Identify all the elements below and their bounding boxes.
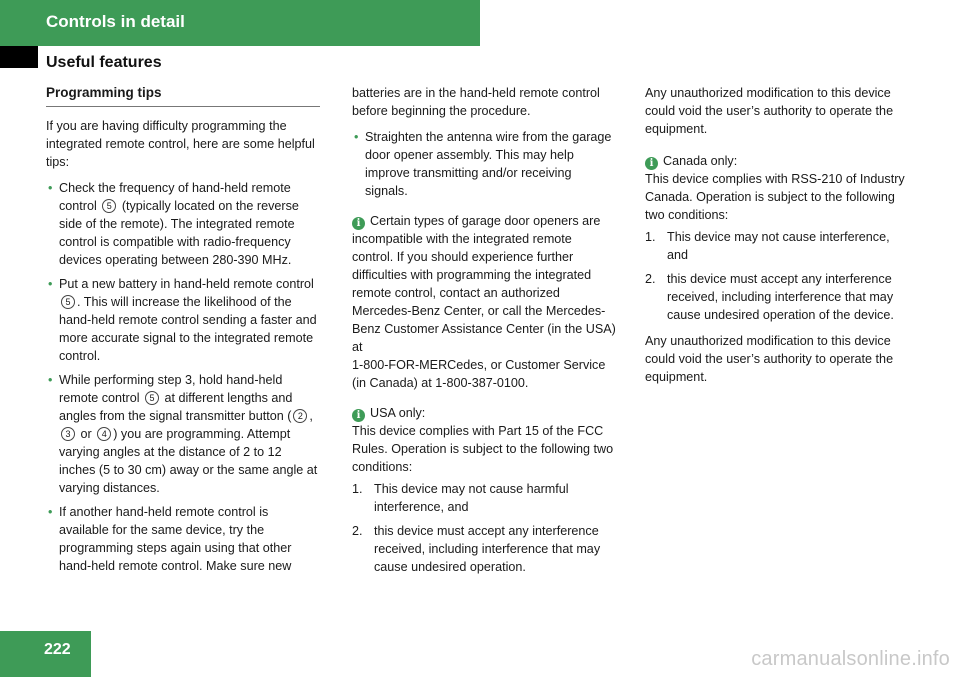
list-number: 2. — [352, 524, 363, 538]
list-text: this device must accept any interference received, including interference that may cause undesired operation. — [374, 524, 601, 574]
list-number: 2. — [645, 272, 656, 286]
tip-text: , — [309, 409, 313, 423]
modification-warning: Any unauthorized modification to this device could void the user’s authority to operate the equipment. — [645, 334, 894, 384]
tip-bullet-angles — [46, 371, 320, 497]
conditions-list — [645, 228, 913, 324]
column-3 — [645, 84, 913, 394]
list-item — [645, 228, 913, 264]
info-icon: i — [352, 409, 365, 422]
callout-number: 5 — [61, 295, 75, 309]
tip-text: at different lengths and angles from the signal transmitter button ( — [59, 391, 293, 423]
info-icon: i — [645, 157, 658, 170]
tip-text: . This will increase the likelihood of the hand-held remote control sending a faster and more accurate signal to the integrated remote control. — [59, 295, 317, 363]
tip-bullet-frequency — [46, 179, 320, 269]
continued-text: batteries are in the hand-held remote control before beginning the procedure. — [352, 86, 600, 118]
column-2 — [352, 84, 616, 584]
chapter-title: Controls in detail — [46, 12, 185, 31]
callout-number: 5 — [145, 391, 159, 405]
callout-number: 5 — [102, 199, 116, 213]
list-text: This device may not cause harmful interference, and — [374, 482, 569, 514]
tip-bullet-antenna — [352, 128, 616, 200]
list-text: this device must accept any interference received, including interference that may cause undesired operation of the device. — [667, 272, 894, 322]
list-number: 1. — [645, 230, 656, 244]
callout-number: 2 — [293, 409, 307, 423]
subsection-heading: Programming tips — [46, 84, 320, 107]
column-1 — [46, 84, 320, 581]
callout-number: 3 — [61, 427, 75, 441]
note-text: This device complies with RSS-210 of Industry Canada. Operation is subject to the following two conditions: — [645, 172, 905, 222]
info-note-canada — [645, 152, 913, 324]
list-number: 1. — [352, 482, 363, 496]
tip-text: Straighten the antenna wire from the garage door opener assembly. This may help improve transmitting and/or receiving signals. — [365, 130, 612, 198]
watermark: carmanualsonline.info — [751, 648, 950, 670]
tip-text: While performing step 3, hold hand-held remote control — [59, 373, 283, 405]
list-item — [645, 270, 913, 324]
tip-text: If another hand-held remote control is available for the same device, try the programming steps again using that other hand-held remote control. Make sure new — [59, 505, 292, 573]
tip-text: (typically located on the reverse side of the remote). The integrated remote control is compatible with radio-frequency devices operating between 280-390 MHz. — [59, 199, 299, 267]
info-note-compatibility — [352, 212, 616, 392]
tip-text: ) you are programming. Attempt varying angles at the distance of 2 to 12 inches (5 to 30 cm) away or the same angle at varying distances. — [59, 427, 318, 495]
page-number-box — [0, 631, 91, 677]
list-item — [352, 480, 616, 516]
section-title: Useful features — [46, 54, 162, 71]
info-icon: i — [352, 217, 365, 230]
tip-text: Check the frequency of hand-held remote control — [59, 181, 291, 213]
tip-bullet-battery — [46, 275, 320, 365]
chapter-banner — [0, 0, 480, 46]
note-text: Certain types of garage door openers are incompatible with the integrated remote control. If you should experience further difficulties with programming the integrated remote control, contact an authorized Mercedes-Benz Center, or call the Mercedes-Benz Customer Assistance Center (in the USA) at — [352, 214, 616, 354]
note-title: Canada only: — [663, 154, 738, 168]
note-title: USA only: — [370, 406, 426, 420]
tip-bullet-other-remote — [46, 503, 320, 575]
note-text: 1-800-FOR-MERCedes, or Customer Service (in Canada) at 1-800-387-0100. — [352, 358, 606, 390]
info-note-usa — [352, 404, 616, 576]
conditions-list — [352, 480, 616, 576]
intro-paragraph: If you are having difficulty programming the integrated remote control, here are some helpful tips: — [46, 119, 315, 169]
tip-text: Put a new battery in hand-held remote control — [59, 277, 314, 291]
page-number: 222 — [44, 641, 71, 658]
note-text: This device complies with Part 15 of the FCC Rules. Operation is subject to the following two conditions: — [352, 424, 614, 474]
modification-warning: Any unauthorized modification to this device could void the user’s authority to operate the equipment. — [645, 86, 894, 136]
list-item — [352, 522, 616, 576]
section-marker — [0, 46, 38, 68]
list-text: This device may not cause interference, and — [667, 230, 890, 262]
callout-number: 4 — [97, 427, 111, 441]
tip-text: or — [80, 427, 92, 441]
